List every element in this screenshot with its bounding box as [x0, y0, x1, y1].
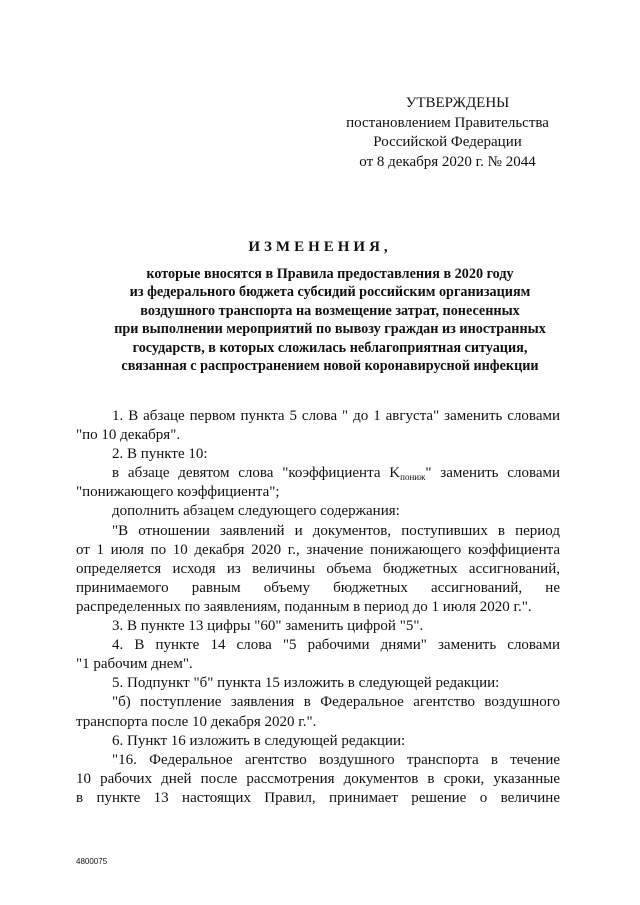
body-line: "В отношении заявлений и документов, поступивших в период — [112, 522, 560, 539]
body-line: 2. В пункте 10: — [112, 446, 208, 463]
body-line: 10 рабочих дней после рассмотрения документов в сроки, указанные — [76, 770, 560, 787]
document-subtitle — [60, 265, 600, 375]
body-line — [76, 464, 560, 483]
body-line: дополнить абзацем следующего содержания: — [112, 503, 400, 520]
subtitle-line: воздушного транспорта на возмещение затрат, понесенных — [140, 302, 520, 319]
body-fragment: в абзаце девятом слова "коэффициента K — [112, 465, 401, 482]
body-line: "б) поступление заявления в Федеральное агентство воздушного — [112, 694, 560, 711]
approval-stamp — [340, 94, 555, 172]
body-line: транспорта после 10 декабря 2020 г.". — [76, 713, 317, 730]
body-line: распределенных по заявлениям, поданным в период до 1 июля 2020 г.". — [76, 598, 532, 615]
approval-line-1: постановлением Правительства — [346, 114, 549, 131]
body-line: "16. Федеральное агентство воздушного транспорта в течение — [112, 751, 560, 768]
subtitle-line: связанная с распространением новой коронавирусной инфекции — [121, 358, 539, 375]
body-line: 4. В пункте 14 слова "5 рабочими днями" заменить словами — [112, 637, 560, 654]
subscript-text: пониж — [400, 472, 426, 483]
body-line: "понижающего коэффициента"; — [76, 484, 280, 501]
body-line: 6. Пункт 16 изложить в следующей редакции: — [112, 732, 406, 749]
approval-line-2: Российской Федерации — [373, 134, 522, 150]
subtitle-line: из федерального бюджета субсидий российским организациям — [129, 284, 531, 301]
body-line: "по 10 декабря". — [76, 427, 181, 444]
body-line: 3. В пункте 13 цифры "60" заменить цифрой "5". — [112, 618, 424, 635]
body-line: 5. Подпункт "б" пункта 15 изложить в следующей редакции: — [112, 675, 500, 692]
approval-date-number: от 8 декабря 2020 г. № 2044 — [359, 153, 536, 170]
body-line: 1. В абзаце первом пункта 5 слова " до 1 августа" заменить словами — [112, 408, 560, 424]
footer-document-code: 4800075 — [76, 857, 108, 866]
subtitle-line: которые вносятся в Правила предоставления в 2020 году — [146, 266, 514, 282]
body-line: "1 рабочим днем". — [76, 656, 193, 673]
body-line: от 1 июля по 10 декабря 2020 г., значение понижающего коэффициента — [76, 541, 560, 558]
body-line: принимаемого равным объему бюджетных ассигнований, не — [76, 579, 560, 596]
subtitle-line: государств, в которых сложилась неблагоприятная ситуация, — [132, 339, 528, 356]
approval-heading: УТВЕРЖДЕНЫ — [405, 95, 510, 111]
document-body — [76, 407, 560, 808]
document-title: ИЗМЕНЕНИЯ, — [248, 239, 392, 255]
body-line: определяется исходя из величины объема бюджетных ассигнований, — [76, 560, 560, 577]
body-line: в пункте 13 настоящих Правил, принимает решение о величине — [76, 789, 560, 806]
subtitle-line: при выполнении мероприятий по вывозу граждан из иностранных — [114, 321, 546, 338]
body-fragment: " заменить словами — [425, 465, 561, 482]
